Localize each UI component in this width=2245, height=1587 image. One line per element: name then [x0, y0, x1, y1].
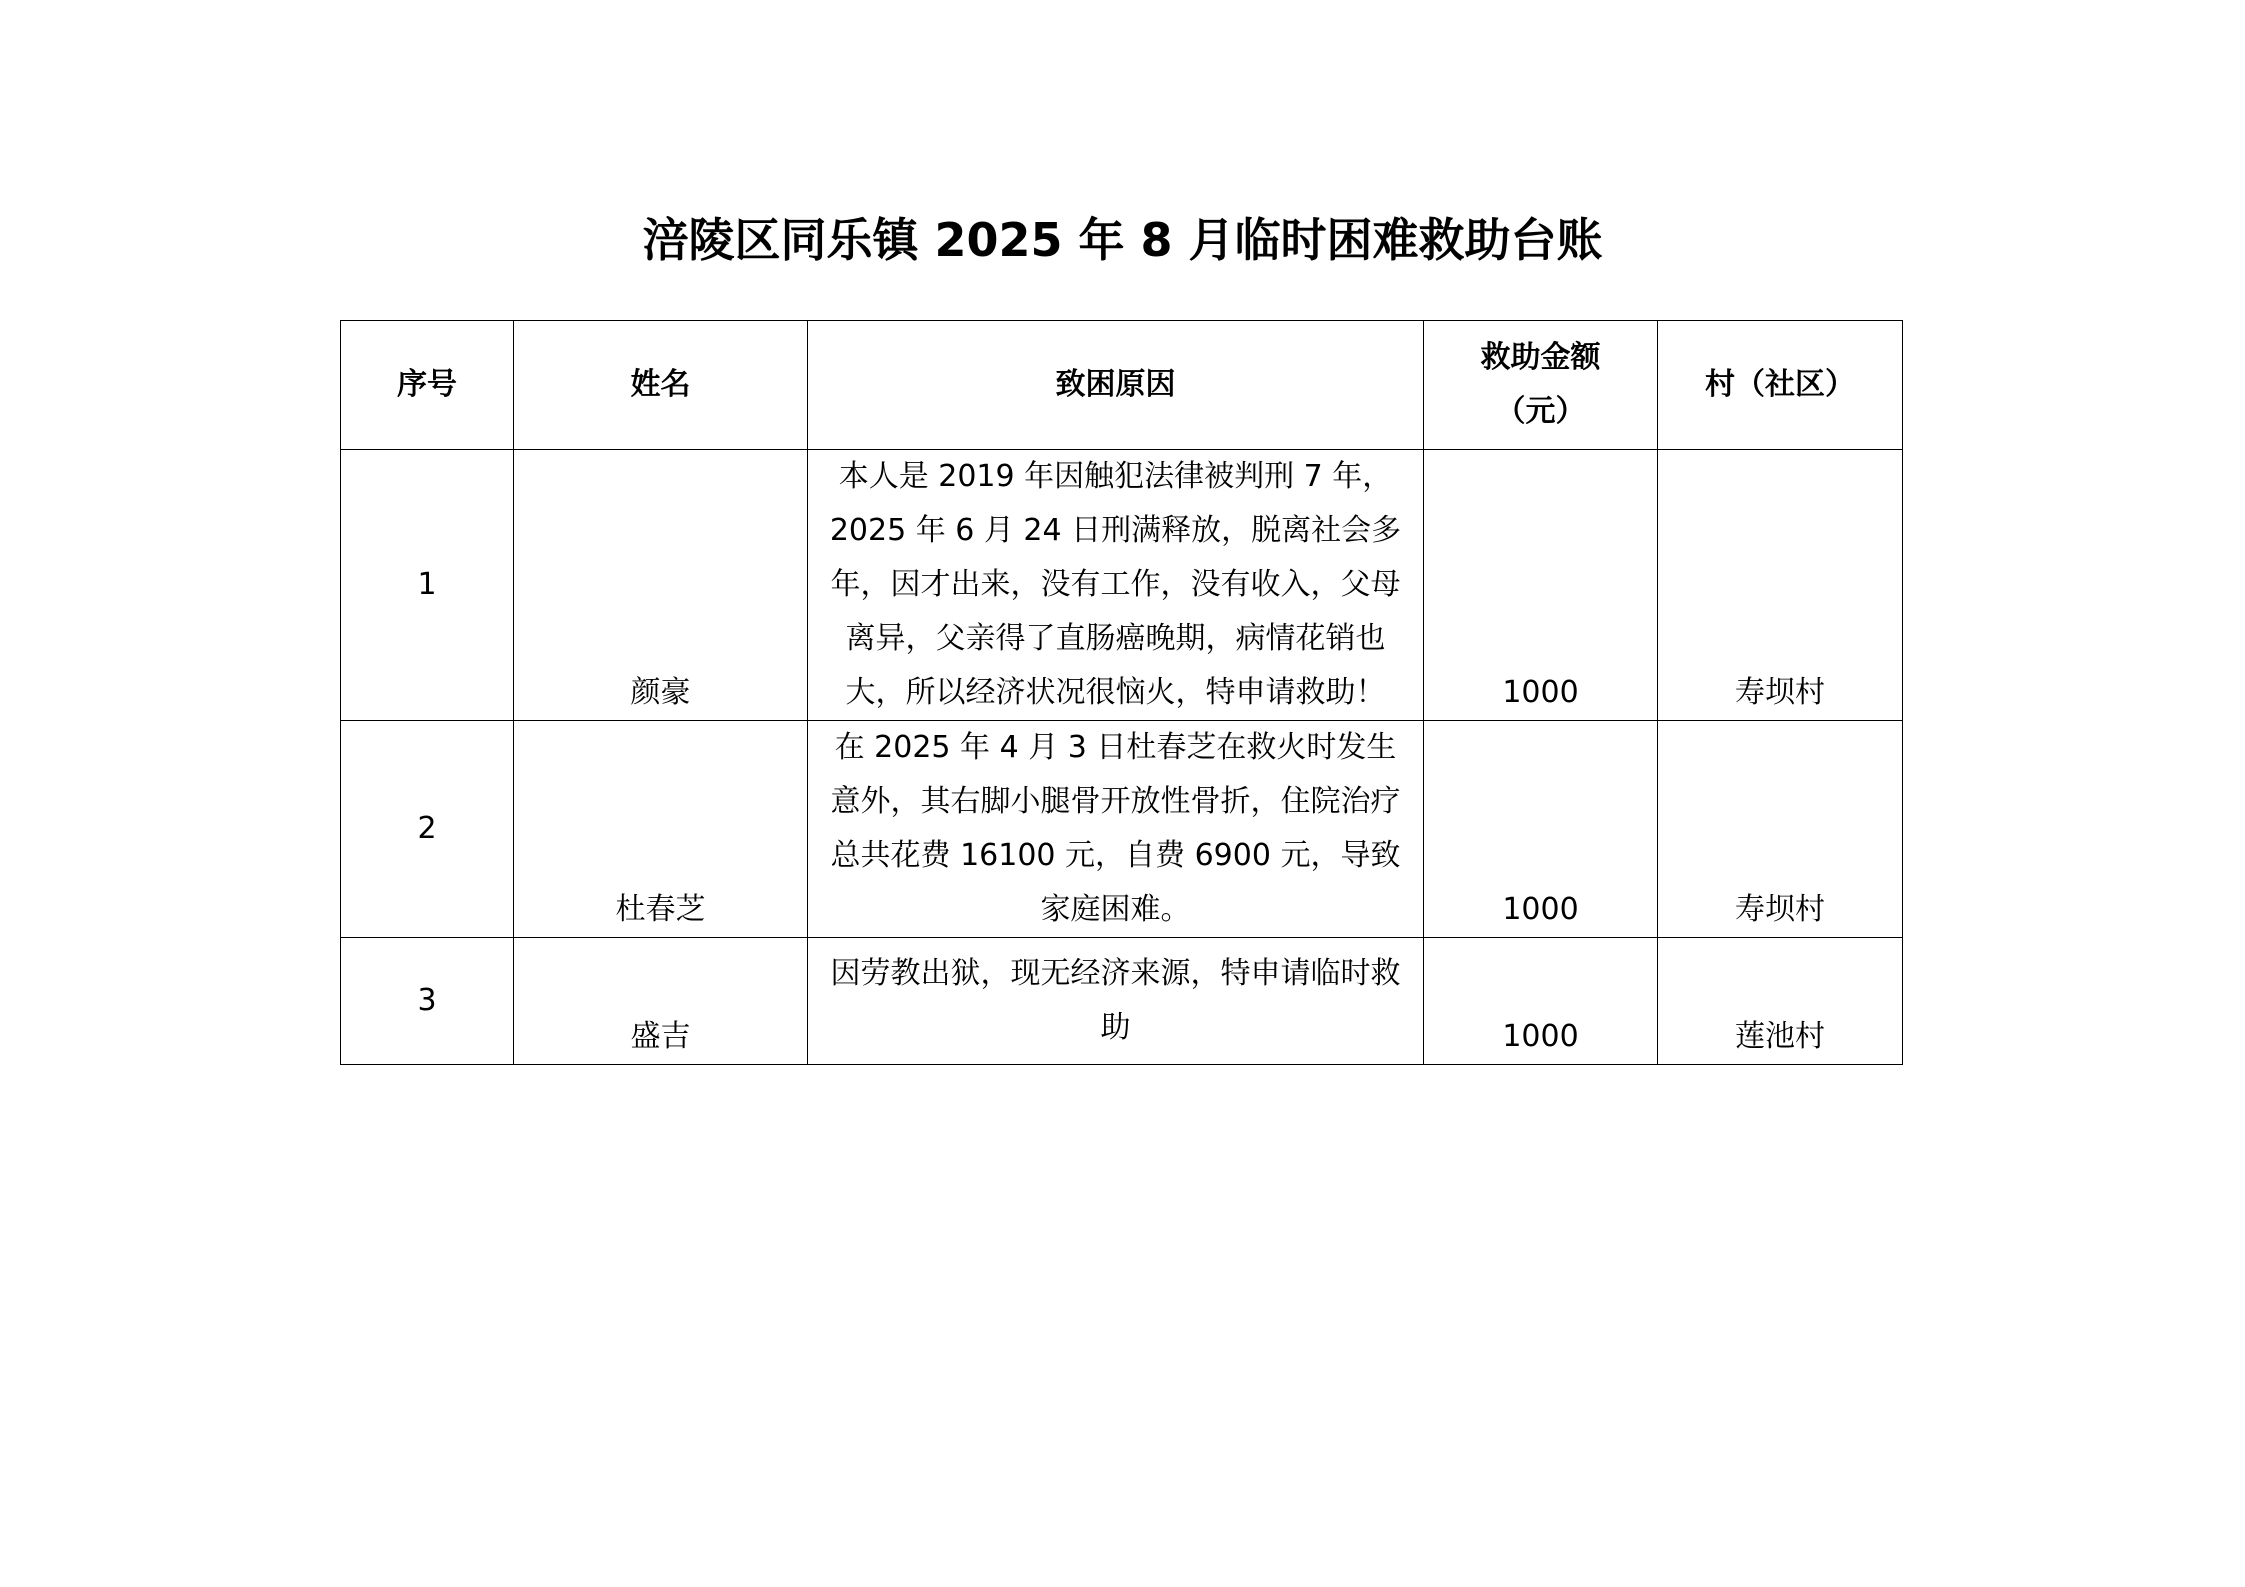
- cell-village: 莲池村: [1658, 938, 1903, 1065]
- header-reason: 致困原因: [808, 321, 1424, 450]
- cell-reason: 本人是 2019 年因触犯法律被判刑 7 年，2025 年 6 月 24 日刑满释放，脱离社会多年，因才出来，没有工作，没有收入，父母离异，父亲得了直肠癌晚期，病情花销也大，所以经济状况很恼火，特申请救助！: [808, 450, 1424, 721]
- cell-seq: 1: [341, 450, 514, 721]
- page-title: 涪陵区同乐镇 2025 年 8 月临时困难救助台账: [642, 213, 1603, 267]
- header-amount-line2: （元）: [1495, 394, 1586, 429]
- relief-ledger-table: [340, 320, 1903, 1065]
- cell-reason: 在 2025 年 4 月 3 日杜春芝在救火时发生意外，其右脚小腿骨开放性骨折，住院治疗总共花费 16100 元，自费 6900 元，导致家庭困难。: [808, 721, 1424, 938]
- header-seq: 序号: [341, 321, 514, 450]
- table-header-row: [341, 321, 1903, 450]
- cell-amount: 1000: [1424, 721, 1658, 938]
- cell-amount: 1000: [1424, 938, 1658, 1065]
- table-row: [341, 938, 1903, 1065]
- cell-name: 盛吉: [514, 938, 808, 1065]
- cell-seq: 3: [341, 938, 514, 1065]
- cell-village: 寿坝村: [1658, 721, 1903, 938]
- cell-reason: 因劳教出狱，现无经济来源，特申请临时救助: [808, 938, 1424, 1065]
- table-row: [341, 450, 1903, 721]
- cell-amount: 1000: [1424, 450, 1658, 721]
- header-amount-line1: 救助金额: [1480, 340, 1601, 375]
- cell-village: 寿坝村: [1658, 450, 1903, 721]
- header-village: 村（社区）: [1658, 321, 1903, 450]
- cell-name: 颜豪: [514, 450, 808, 721]
- header-amount: [1424, 321, 1658, 450]
- table-row: [341, 721, 1903, 938]
- header-name: 姓名: [514, 321, 808, 450]
- cell-seq: 2: [341, 721, 514, 938]
- cell-name: 杜春芝: [514, 721, 808, 938]
